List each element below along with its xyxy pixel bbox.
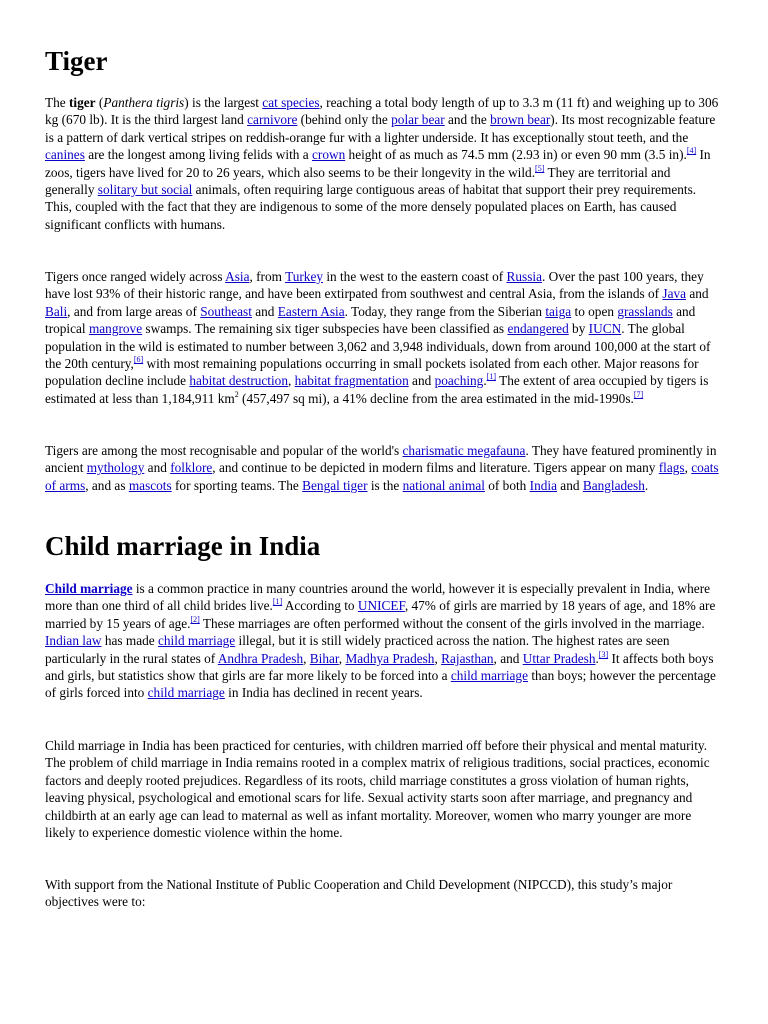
link-iucn[interactable]: IUCN <box>588 321 622 337</box>
reference-7[interactable]: [7] <box>633 389 644 399</box>
link-indian-law[interactable]: Indian law <box>45 633 102 649</box>
child-marriage-paragraph-3: With support from the National Institute of Public Cooperation and Child Development (NIPCCD), this study’s major objectives were to: <box>45 877 673 910</box>
link-child-marriage-bold[interactable]: Child marriage <box>45 581 133 596</box>
link-uttar-pradesh[interactable]: Uttar Pradesh <box>522 650 596 666</box>
link-india[interactable]: India <box>529 477 557 493</box>
link-solitary-but-social[interactable]: solitary but social <box>97 182 193 198</box>
link-southeast[interactable]: Southeast <box>200 303 252 319</box>
link-java[interactable]: Java <box>662 286 687 302</box>
link-bengal-tiger[interactable]: Bengal tiger <box>302 477 368 493</box>
link-national-animal[interactable]: national animal <box>402 477 485 493</box>
link-russia[interactable]: Russia <box>506 269 542 284</box>
link-bihar[interactable]: Bihar <box>309 650 339 666</box>
child-marriage-paragraph-1: Child marriage is a common practice in many countries around the world, however it is especially prevalent in India, where more than one third of all child brides live.[1] According to UNICEF, 47% of girls are married by 18 years of age, and 18% are married by 15 years of age.[2] These marriages are often performed without the consent of the girls involved in the marriage. Indian law has made child marriage illegal, but it is still widely practiced across the nation. The highest rates are seen particularly in the rural states of Andhra Pradesh, Bihar, Madhya Pradesh, Rajasthan, and Uttar Pradesh.[3] It affects both boys and girls, but statistics show that girls are far more likely to be forced into a child marriage than boys; however the percentage of girls forced into child marriage in India has declined in recent years. <box>45 581 716 701</box>
link-eastern-asia[interactable]: Eastern Asia <box>277 303 345 319</box>
link-brown-bear[interactable]: brown bear <box>490 112 551 128</box>
link-mascots[interactable]: mascots <box>128 477 172 493</box>
link-flags[interactable]: flags <box>658 460 685 476</box>
link-bangladesh[interactable]: Bangladesh <box>582 477 645 493</box>
link-endangered[interactable]: endangered <box>507 321 569 337</box>
child-marriage-heading: Child marriage in India <box>45 531 321 561</box>
child-marriage-paragraph-2: Child marriage in India has been practiced for centuries, with children married off before their physical and mental maturity. The problem of child marriage in India remains rooted in a complex matrix of religious traditions, social practices, economic factors and deeply rooted prejudices. Regardless of its roots, child marriage constitutes a gross violation of human rights, leaving physical, psychological and emotional scars for life. Sexual activity starts soon after marriage, and pregnancy and childbirth at an early age can lead to maternal as well as infant mortality. Moreover, women who marry younger are more likely to experience domestic violence within the home. <box>45 738 710 841</box>
link-mangrove[interactable]: mangrove <box>88 321 143 337</box>
link-habitat-fragmentation[interactable]: habitat fragmentation <box>294 373 409 389</box>
reference-3[interactable]: [3] <box>598 649 609 659</box>
scientific-name: Panthera tigris <box>103 95 185 110</box>
tiger-paragraph-2: Tigers once ranged widely across Asia, from Turkey in the west to the eastern coast of Russia. Over the past 100 years, they have lost 93% of their historic range, and have been extirpated from southwest and central Asia, from the islands of Java and Bali, and from large areas of Southeast and Eastern Asia. Today, they range from the Siberian taiga to open grasslands and tropical mangrove swamps. The remaining six tiger subspecies have been classified as endangered by IUCN. The global population in the wild is estimated to number between 3,062 and 3,948 individuals, down from around 100,000 at the start of the 20th century,[6] with most remaining populations occurring in small pockets isolated from each other. Major reasons for population decline include habitat destruction, habitat fragmentation and poaching.[1] The extent of area occupied by tigers is estimated at less than 1,184,911 $km^2$ (457,497 sq mi), a 41% decline from the area estimated in the mid-1990s.[7] <box>45 269 711 406</box>
reference-4[interactable]: [4] <box>686 146 697 156</box>
link-child-marriage-3[interactable]: child marriage <box>147 685 225 701</box>
reference-1[interactable]: [1] <box>486 372 496 382</box>
reference-2[interactable]: [2] <box>190 614 200 624</box>
link-unicef[interactable]: UNICEF <box>357 598 405 614</box>
link-bali[interactable]: Bali <box>45 303 68 319</box>
link-asia[interactable]: Asia <box>225 269 250 284</box>
link-rajasthan[interactable]: Rajasthan <box>441 650 494 666</box>
tiger-bold-term: tiger <box>69 95 96 110</box>
tiger-paragraph-3: Tigers are among the most recognisable and popular of the world's charismatic megafauna. They have featured prominently in ancient mythology and folklore, and continue to be depicted in modern films and literature. Tigers appear on many flags, coats of arms, and as mascots for sporting teams. The Bengal tiger is the national animal of both India and Bangladesh. <box>45 443 719 493</box>
link-folklore[interactable]: folklore <box>170 460 213 476</box>
link-child-marriage-1[interactable]: child marriage <box>158 633 236 649</box>
link-canines[interactable]: canines <box>45 147 85 163</box>
link-charismatic-megafauna[interactable]: charismatic megafauna <box>402 443 526 458</box>
link-turkey[interactable]: Turkey <box>285 269 323 284</box>
link-habitat-destruction[interactable]: habitat destruction <box>189 373 288 389</box>
link-crown[interactable]: crown <box>311 147 346 163</box>
tiger-paragraph-1: The tiger (Panthera tigris) is the largest cat species, reaching a total body length of up to 3.3 m (11 ft) and weighing up to 306 kg (670 lb). It is the third largest land carnivore (behind only the polar bear and the brown bear). Its most recognizable feature is a pattern of dark vertical stripes on reddish-orange fur with a lighter underside. It has exceptionally stout teeth, and the canines are the longest among living felids with a crown height of as much as 74.5 mm (2.93 in) or even 90 mm (3.5 in).[4] In zoos, tigers have lived for 20 to 26 years, which also seems to be their longevity in the wild.[5] They are territorial and generally solitary but social animals, often requiring large contiguous areas of habitat that support their prey requirements. This, coupled with the fact that they are indigenous to some of the more densely populated places on Earth, has caused significant conflicts with humans. <box>45 95 719 232</box>
link-polar-bear[interactable]: polar bear <box>391 112 445 128</box>
link-child-marriage-2[interactable]: child marriage <box>450 668 528 684</box>
tiger-heading: Tiger <box>45 46 108 76</box>
link-coats-of-arms[interactable]: coats of arms <box>45 460 719 493</box>
link-cat-species[interactable]: cat species <box>262 95 320 110</box>
link-andhra-pradesh[interactable]: Andhra Pradesh <box>217 650 304 666</box>
link-taiga[interactable]: taiga <box>545 303 572 319</box>
link-poaching[interactable]: poaching <box>434 373 484 389</box>
reference-6[interactable]: [6] <box>133 355 144 365</box>
link-mythology[interactable]: mythology <box>86 460 145 476</box>
reference-1b[interactable]: [1] <box>272 597 283 607</box>
squared-superscript: 2 <box>234 389 239 399</box>
link-carnivore[interactable]: carnivore <box>247 112 298 128</box>
link-madhya-pradesh[interactable]: Madhya Pradesh <box>345 650 435 666</box>
link-grasslands[interactable]: grasslands <box>617 303 673 319</box>
reference-5[interactable]: [5] <box>535 163 545 173</box>
